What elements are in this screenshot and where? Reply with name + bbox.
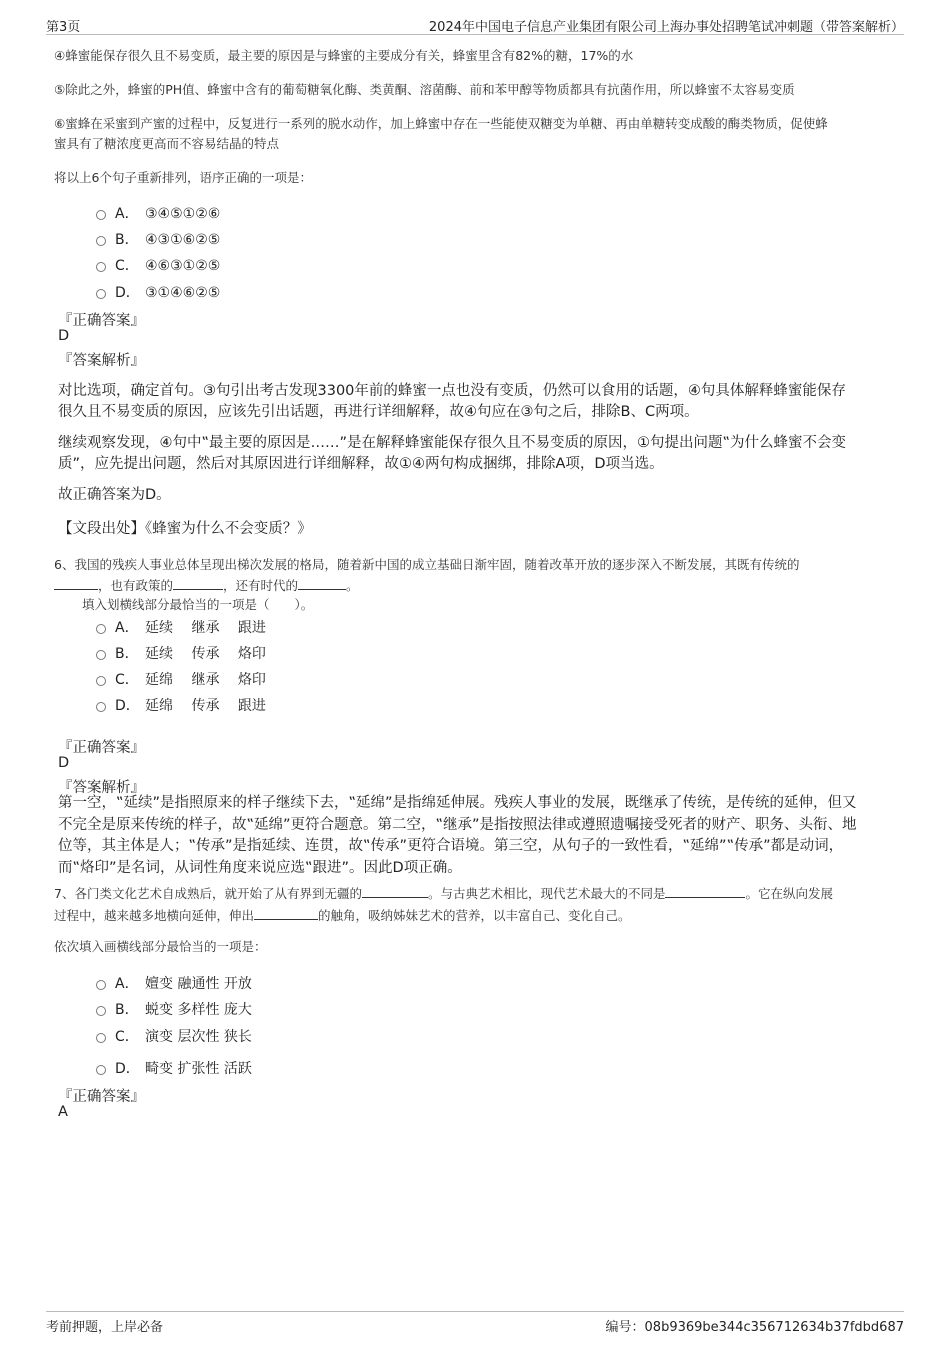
q7-answer: A <box>58 1104 68 1120</box>
blank-2 <box>173 575 223 590</box>
radio-icon[interactable] <box>96 1065 106 1075</box>
radio-icon[interactable] <box>96 1006 106 1016</box>
q5-sentence-4: ④蜂蜜能保存很久且不易变质，最主要的原因是与蜂蜜的主要成分有关，蜂蜜里含有82%的糖，17%的水 <box>54 48 634 63</box>
q5-analysis-paragraph-1: 对比选项，确定首句。③句引出考古发现3300年前的蜂蜜一点也没有变质，仍然可以食用的话题，④句具体解释蜂蜜能保存 很久且不易变质的原因，应该先引出话题，再进行详细解释，故④句应在③句之后，排除B、C两项。 <box>58 383 846 420</box>
q5-answer: D <box>58 328 70 344</box>
q6-answer-heading: 『正确答案』 <box>58 740 145 756</box>
q7-option-c[interactable]: C． 演变 层次性 狭长 <box>96 1026 252 1046</box>
q7-option-b[interactable]: B． 蜕变 多样性 庞大 <box>96 999 252 1019</box>
radio-icon[interactable] <box>96 289 106 299</box>
radio-icon[interactable] <box>96 624 106 634</box>
q5-option-b[interactable]: B． ④③①⑥②⑤ <box>96 229 220 249</box>
radio-icon[interactable] <box>96 980 106 990</box>
blank-3 <box>254 905 318 920</box>
radio-icon[interactable] <box>96 650 106 660</box>
page-number: 第3页 <box>46 20 81 35</box>
q7-answer-heading: 『正确答案』 <box>58 1089 145 1105</box>
q6-option-a[interactable]: A． 延续 继承 跟进 <box>96 617 266 637</box>
q6-option-d[interactable]: D． 延绵 传承 跟进 <box>96 695 266 715</box>
q5-sentence-6: ⑥蜜蜂在采蜜到产蜜的过程中，反复进行一系列的脱水动作，加上蜂蜜中存在一些能使双糖变为单糖、再由单糖转变成酸的酶类物质，促使蜂 蜜具有了糖浓度更高而不容易结晶的特点 <box>54 116 828 151</box>
q6-stem: 6、我国的残疾人事业总体呈现出梯次发展的格局，随着新中国的成立基础日渐牢固，随着改革开放的逐步深入不断发展，其既有传统的 ，也有政策的 ，还有时代的 。 <box>54 557 800 593</box>
q6-prompt: 填入划横线部分最恰当的一项是（ ）。 <box>82 597 314 612</box>
footer-serial: 编号：08b9369be344c356712634b37fdbd687 <box>605 1320 904 1335</box>
q7-stem: 7、各门类文化艺术自成熟后，就开始了从有界到无疆的 。与古典艺术相比，现代艺术最大的不同是 。它在纵向发展 过程中，越来越多地横向延伸，伸出 的触角，吸纳姊妹艺术的营养，以丰富自己、变化自己。 <box>54 883 894 927</box>
q5-option-a[interactable]: A． ③④⑤①②⑥ <box>96 203 220 223</box>
q5-analysis-conclusion: 故正确答案为D。 <box>58 487 171 503</box>
blank-3 <box>298 575 346 590</box>
q7-prompt: 依次填入画横线部分最恰当的一项是： <box>54 939 267 954</box>
radio-icon[interactable] <box>96 262 106 272</box>
radio-icon[interactable] <box>96 236 106 246</box>
radio-icon[interactable] <box>96 1033 106 1043</box>
page-footer <box>46 1311 904 1334</box>
q5-option-c[interactable]: C． ④⑥③①②⑤ <box>96 255 220 275</box>
q5-analysis-heading: 『答案解析』 <box>58 353 145 369</box>
blank-1 <box>54 575 98 590</box>
q5-analysis-paragraph-2: 继续观察发现，④句中‟最主要的原因是……”是在解释蜂蜜能保存很久且不易变质的原因，①句提出问题‟为什么蜂蜜不会变 质”，应先提出问题，然后对其原因进行详细解释，故①④两句构成捆绑，排除A项，D项当选。 <box>58 435 847 472</box>
q5-sentence-5: ⑤除此之外，蜂蜜的PH值、蜂蜜中含有的葡萄糖氧化酶、类黄酮、溶菌酶、前和苯甲醇等物质都具有抗菌作用，所以蜂蜜不太容易变质 <box>54 82 795 97</box>
q5-source: 【文段出处】《蜂蜜为什么不会变质？》 <box>58 521 312 537</box>
q6-answer: D <box>58 755 70 771</box>
q5-prompt: 将以上6个句子重新排列，语序正确的一项是： <box>54 170 312 185</box>
q6-analysis-heading: 『答案解析』 <box>58 780 145 796</box>
q5-answer-heading: 『正确答案』 <box>58 313 145 329</box>
q7-option-a[interactable]: A． 嬗变 融通性 开放 <box>96 973 252 993</box>
q5-option-d[interactable]: D． ③①④⑥②⑤ <box>96 282 220 302</box>
radio-icon[interactable] <box>96 702 106 712</box>
q7-option-d[interactable]: D． 畸变 扩张性 活跃 <box>96 1058 252 1078</box>
radio-icon[interactable] <box>96 676 106 686</box>
document-title: 2024年中国电子信息产业集团有限公司上海办事处招聘笔试冲刺题（带答案解析） <box>428 20 904 35</box>
page-header <box>46 14 904 35</box>
radio-icon[interactable] <box>96 210 106 220</box>
q6-option-b[interactable]: B． 延续 传承 烙印 <box>96 643 266 663</box>
q6-option-c[interactable]: C． 延绵 继承 烙印 <box>96 669 266 689</box>
footer-slogan: 考前押题，上岸必备 <box>46 1320 164 1335</box>
blank-2 <box>665 883 745 898</box>
blank-1 <box>362 883 428 898</box>
q6-analysis: 第一空，‟延续”是指照原来的样子继续下去，‟延绵”是指绵延伸展。残疾人事业的发展，既继承了传统，是传统的延伸，但又 不完全是原来传统的样子，故‟延绵”更符合题意。第二空，‟继承”是指按照法律或遵照遗嘱接受死者的财产、职务、头衔、地 位等，其主体是人；‟传承”是指延续、连贯，故‟传承”更符合语境。第三空，从句子的一致性看，‟延绵”‟传承”都是动词， 而‟烙印”是名词，从词性角度来说应选‟跟进”。因此D项正确。 <box>58 795 857 876</box>
